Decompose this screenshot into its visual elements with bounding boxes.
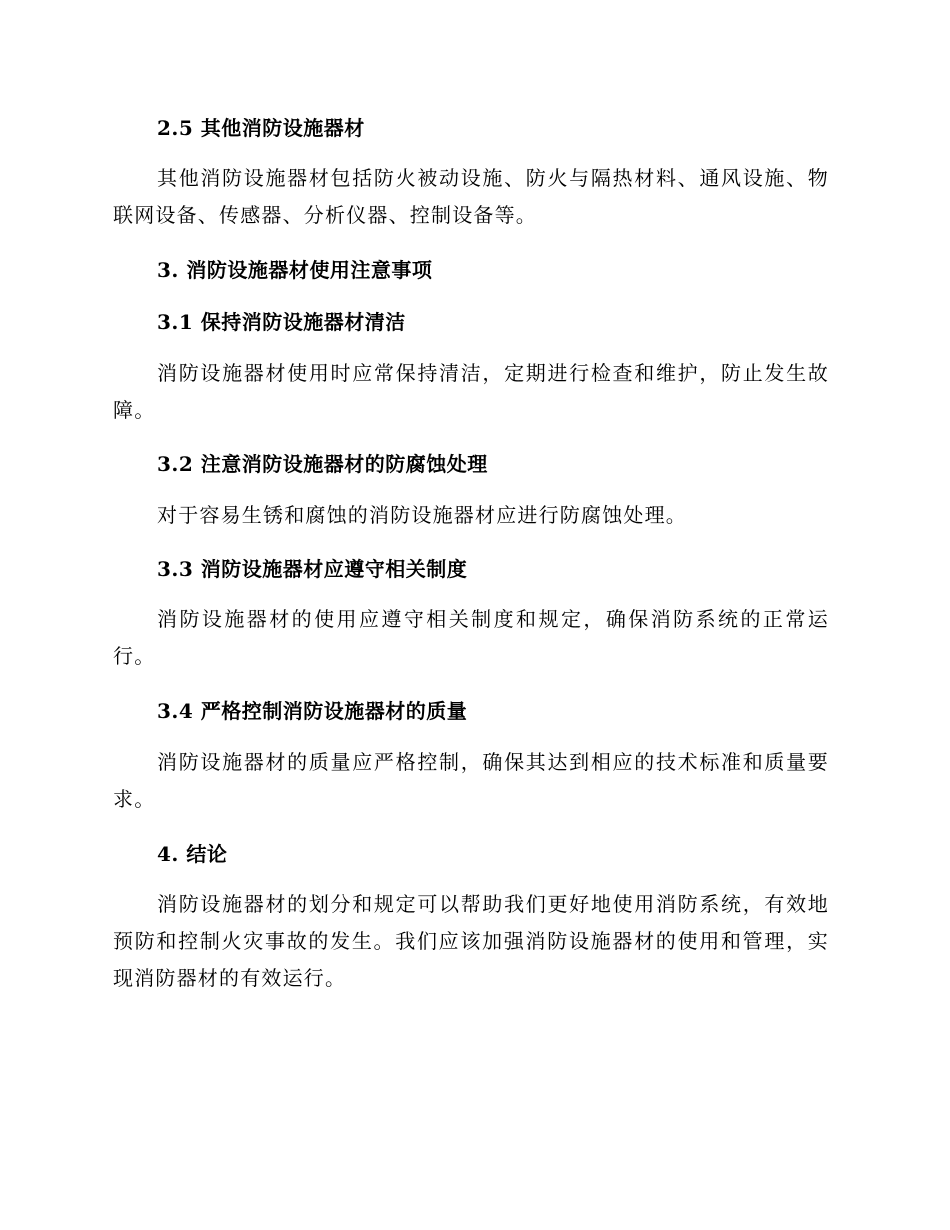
section-heading-3-1: 3.1 保持消防设施器材清洁 [157,310,406,334]
section-heading-4: 4. 结论 [157,842,228,866]
section-body-4: 消防设施器材的划分和规定可以帮助我们更好地使用消防系统，有效地预防和控制火灾事故的发生。我们应该加强消防设施器材的使用和管理，实现消防器材的有效运行。 [113,892,829,990]
section-heading-3: 3. 消防设施器材使用注意事项 [157,258,433,282]
section-heading-3-4: 3.4 严格控制消防设施器材的质量 [157,699,468,723]
section-heading-3-2: 3.2 注意消防设施器材的防腐蚀处理 [157,452,488,476]
section-body-3-4: 消防设施器材的质量应严格控制，确保其达到相应的技术标准和质量要求。 [113,750,829,811]
section-body-3-3: 消防设施器材的使用应遵守相关制度和规定，确保消防系统的正常运行。 [113,607,829,668]
section-body-2-5: 其他消防设施器材包括防火被动设施、防火与隔热材料、通风设施、物联网设备、传感器、分析仪器、控制设备等。 [113,166,829,227]
section-heading-2-5: 2.5 其他消防设施器材 [157,116,365,140]
section-heading-3-3: 3.3 消防设施器材应遵守相关制度 [157,557,468,581]
section-body-3-1: 消防设施器材使用时应常保持清洁，定期进行检查和维护，防止发生故障。 [113,361,829,422]
section-body-3-2: 对于容易生锈和腐蚀的消防设施器材应进行防腐蚀处理。 [157,503,687,527]
